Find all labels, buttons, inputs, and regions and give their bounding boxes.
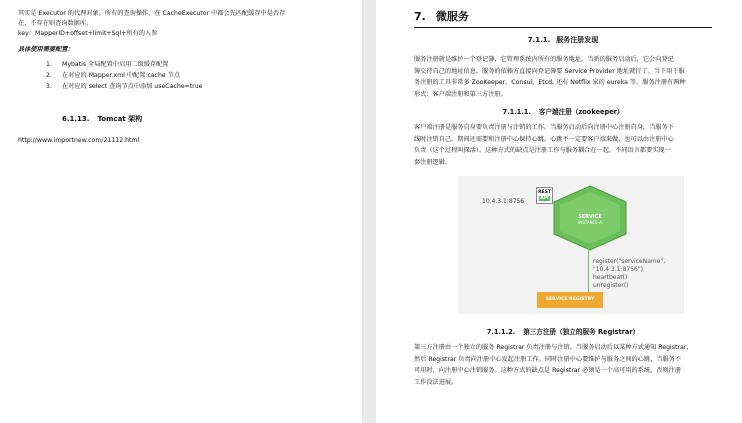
right-page xyxy=(376,0,742,423)
intro-line-1: 其实是 Executor 的代理对象。所有的查询操作，在 CacheExecutor 中都会先匹配缓存中是否存 xyxy=(18,10,286,17)
connector-line xyxy=(588,246,589,293)
subsection-heading: 7.1.1. 服务注册发现 xyxy=(527,36,599,44)
list-item: 3. 在对应的 select 查询节点中添加 useCache=true xyxy=(46,83,203,90)
chapter-number: 7. xyxy=(414,10,426,23)
key-line: key：MapperID+offset+limit+Sql+所有的入参 xyxy=(18,30,158,37)
section-heading-tomcat xyxy=(62,114,344,124)
third-party-line: 工作没法进展。 xyxy=(414,378,458,386)
intro-paragraph-line: 务注册的工具非常多 ZooKeeper，Consul，Etcd, 还有 Netflix 家的 eureka 等。服务注册有两种 xyxy=(414,79,686,86)
client-registration-line: 负责（这个过程叫探活）。这种方式的缺点是注册工作与服务耦合在一起，不同语言都要实现一 xyxy=(414,147,671,154)
registry-calls: register("serviceName", "10.4.3.1:8756") heartbeat() unregister() xyxy=(593,258,666,289)
page-gutter xyxy=(362,0,376,423)
reference-link[interactable]: http://www.importnew.com/21112.html xyxy=(18,137,140,144)
section-title: Tomcat 架构 xyxy=(97,115,143,123)
config-heading: 具体使用需要配置： xyxy=(18,46,74,53)
third-party-line: 第三方注册由一个独立的服务 Registrar 负责注册与注销。当服务启动后以某种方式通知 Registrar, xyxy=(414,344,689,351)
service-instance-label: SERVICE INSTANCE A xyxy=(578,214,602,225)
list-item: 2. 在对应的 Mapper.xml 中配置 cache 节点 xyxy=(46,72,181,79)
service-address: 10.4.3.1:8756 xyxy=(482,198,525,205)
client-registration-heading: 7.1.1.1. 客户端注册（zookeeper） xyxy=(502,108,624,116)
config-steps xyxy=(18,59,344,92)
intro-paragraph-line: 簿交待自己的地址信息。服务的依赖方直接向登记簿要 Service Provider 地址就行了。当下用于服 xyxy=(414,67,685,75)
intro-paragraph-line: 服务注册就是维护一个登记簿，它管理系统内所有的服务地址。当新的服务启动后，它会向登记 xyxy=(414,56,674,63)
third-party-line: 然后 Registrar 负责向注册中心发起注册工作。同时注册中心要维护与服务之间的心跳，当服务不 xyxy=(414,355,682,363)
third-party-registration-heading: 7.1.1.2. 第三方注册（独立的服务 Registrar） xyxy=(486,328,640,336)
chapter-heading xyxy=(414,8,712,28)
service-registry-diagram xyxy=(458,176,684,314)
intro-line-2: 在，不存在则查询数据库。 xyxy=(18,20,93,27)
chapter-title: 微服务 xyxy=(435,10,469,23)
section-number: 6.1.13. xyxy=(62,115,90,123)
third-party-line: 可用时，向注册中心注销服务。这种方式的缺点是 Registrar 必须是一个高可用的系统，否则注册 xyxy=(414,367,682,374)
client-registration-line: 线时注销自己。期间还需要和注册中心保持心跳。心跳不一定要客户端来做，也可以由注册中心 xyxy=(414,135,674,143)
service-registry-box: SERVICE REGISTRY xyxy=(537,292,603,308)
list-item: 1. Mybatis 全局配置中启用二级缓存配置 xyxy=(46,61,169,68)
left-page xyxy=(0,0,362,423)
rest-api-icon: REST API xyxy=(536,187,553,204)
client-registration-line: 套注册逻辑。 xyxy=(414,158,452,166)
client-registration-line: 客户端注册是服务自身要负责注册与注销的工作。当服务启动后向注册中心注册自身，当服务下 xyxy=(414,124,674,131)
intro-paragraph-line: 形式：客户端注册和第三方注册。 xyxy=(414,90,507,98)
